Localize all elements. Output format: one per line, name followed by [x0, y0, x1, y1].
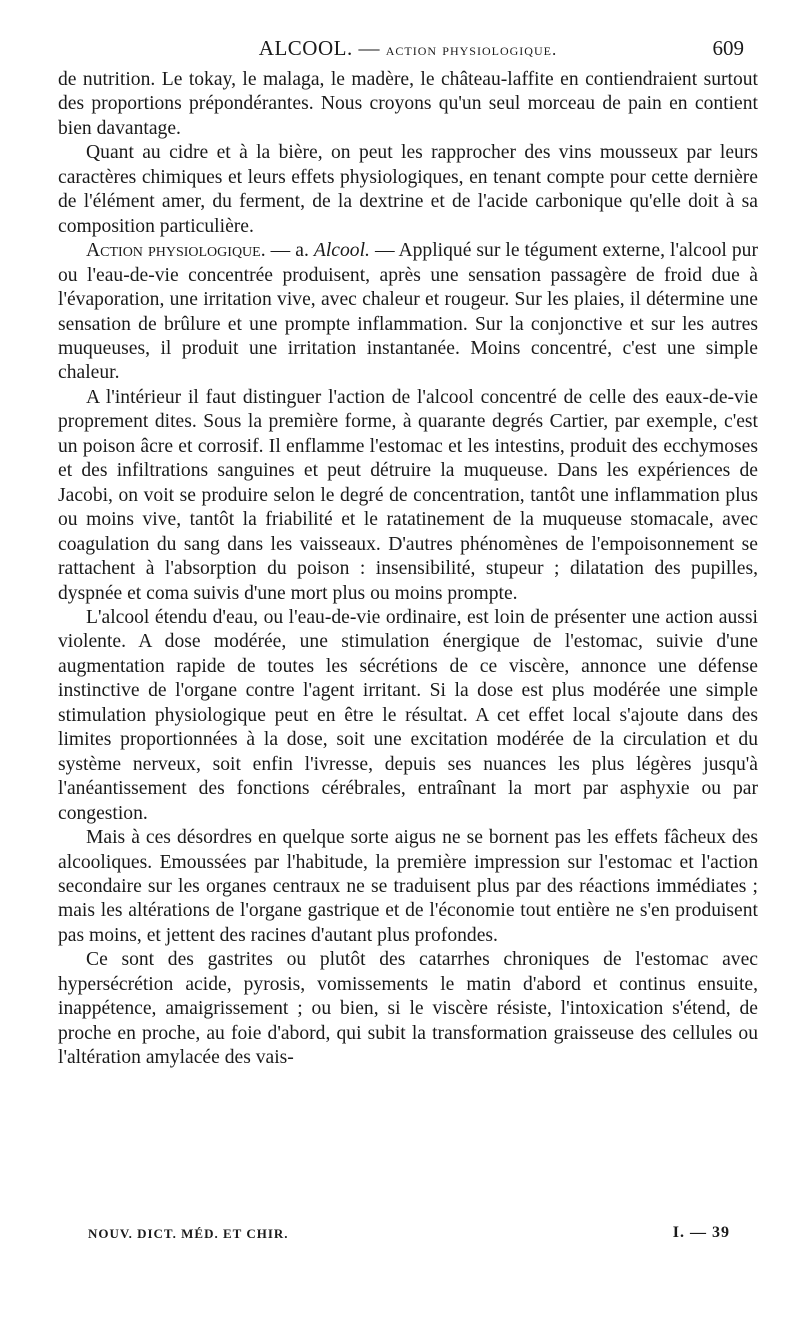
paragraph-cidre-biere: Quant au cidre et à la bière, on peut les rapprocher des vins mousseux par leurs caractères chimiques et leurs effets physiologiques, en tenant compte pour cette dernière de l'élément amer, du ferment, de la dextrine et de l'acide carbonique qu'elle doit à sa composition particulière. — [58, 142, 758, 237]
subsection-heading: Alcool. — [313, 240, 370, 262]
section-heading: Action physiologique. — [86, 240, 266, 262]
running-title-main: ALCOOL. — — [258, 36, 386, 60]
signature-mark: I. — 39 — [672, 1224, 730, 1241]
paragraph-alcool-etendu: L'alcool étendu d'eau, ou l'eau-de-vie ordinaire, est loin de présenter une action aussi violente. A dose modérée, une stimulation énergique de l'estomac, suivie d'une augmentation rapide de toutes les sécrétions de ce viscère, annonce une défense instinctive de l'organe contre l'agent irritant. Si la dose est plus modérée une simple stimulation physiologique peut en être le résultat. A cet effet local s'ajoute dans des limites proportionnées à la dose, soit une excitation modérée de la circulation et du système nerveux, soit enfin l'ivresse, depuis ses nuances les plus légères jusqu'à l'anéantissement des fonctions cérébrales, entraînant la mort par asphyxie ou par congestion. — [58, 606, 758, 824]
paragraph-action-text: — Appliqué sur le tégument externe, l'alcool pur ou l'eau-de-vie concentrée produisent, après une sensation passagère de froid due à l'évaporation, une irritation vive, avec chaleur et rougeur. Sur les plaies, il détermine une sensation de brûlure et une prompte inflammation. Sur la conjonctive et sur les autres muqueuses, il produit une irritation instantanée. Moins concentré, c'est une simple chaleur. — [58, 240, 759, 384]
page-footer — [88, 1226, 758, 1242]
paragraph-interieur: A l'intérieur il faut distinguer l'action de l'alcool concentré de celle des eaux-de-vie proprement dites. Sous la première forme, à quarante degrés Cartier, par exemple, c'est un poison âcre et corrosif. Il enflamme l'estomac et les intestins, produit des ecchymoses et des infiltrations sanguines et peut détruire la muqueuse. Dans les expériences de Jacobi, on voit se produire selon le degré de concentration, tantôt une inflammation plus ou moins vive, tantôt la friabilité et le ratatinement de la muqueuse stomacale, avec coagulation du sang dans les vaisseaux. D'autres phénomènes de l'empoisonnement se rattachent à l'absorption du poison : insensibilité, stupeur ; dilatation des pupilles, dyspnée et coma suivis d'une mort plus ou moins prompte. — [58, 386, 758, 604]
paragraph-gastrites: Ce sont des gastrites ou plutôt des catarrhes chroniques de l'estomac avec hypersécrétion acide, pyrosis, vomissements le matin d'abord et continus ensuite, inappétence, amaigrissement ; ou bien, si le viscère résiste, l'intoxication s'étend, de proche en proche, au foie d'abord, qui subit la transformation graisseuse des cellules ou l'altération amylacée des vais- — [58, 949, 758, 1069]
footer-collection-title: NOUV. DICT. MÉD. ET CHIR. — [88, 1226, 289, 1241]
section-heading-separator: — a. — [265, 240, 314, 262]
running-title — [58, 36, 758, 61]
running-header — [58, 36, 758, 64]
running-title-subtitle: action physiologique. — [385, 40, 558, 59]
paragraph-desordres: Mais à ces désordres en quelque sorte aigus ne se bornent pas les effets fâcheux des alcooliques. Emoussées par l'habitude, la première impression sur l'estomac et l'action secondaire sur les organes centraux ne se traduisent plus par des réactions immédiates ; mais les altérations de l'organe gastrique et de l'économie tout entière ne s'en produisent pas moins, et jettent des racines d'autant plus profondes. — [58, 827, 758, 946]
page-number: 609 — [712, 36, 744, 60]
body-text — [58, 68, 758, 1071]
paragraph-action-physiologique — [58, 239, 758, 386]
paragraph-continuation: de nutrition. Le tokay, le malaga, le madère, le château-laffite en contiendraient surtout des proportions prépondérantes. Nous croyons qu'un seul morceau de pain en contient bien davantage. — [58, 69, 758, 139]
